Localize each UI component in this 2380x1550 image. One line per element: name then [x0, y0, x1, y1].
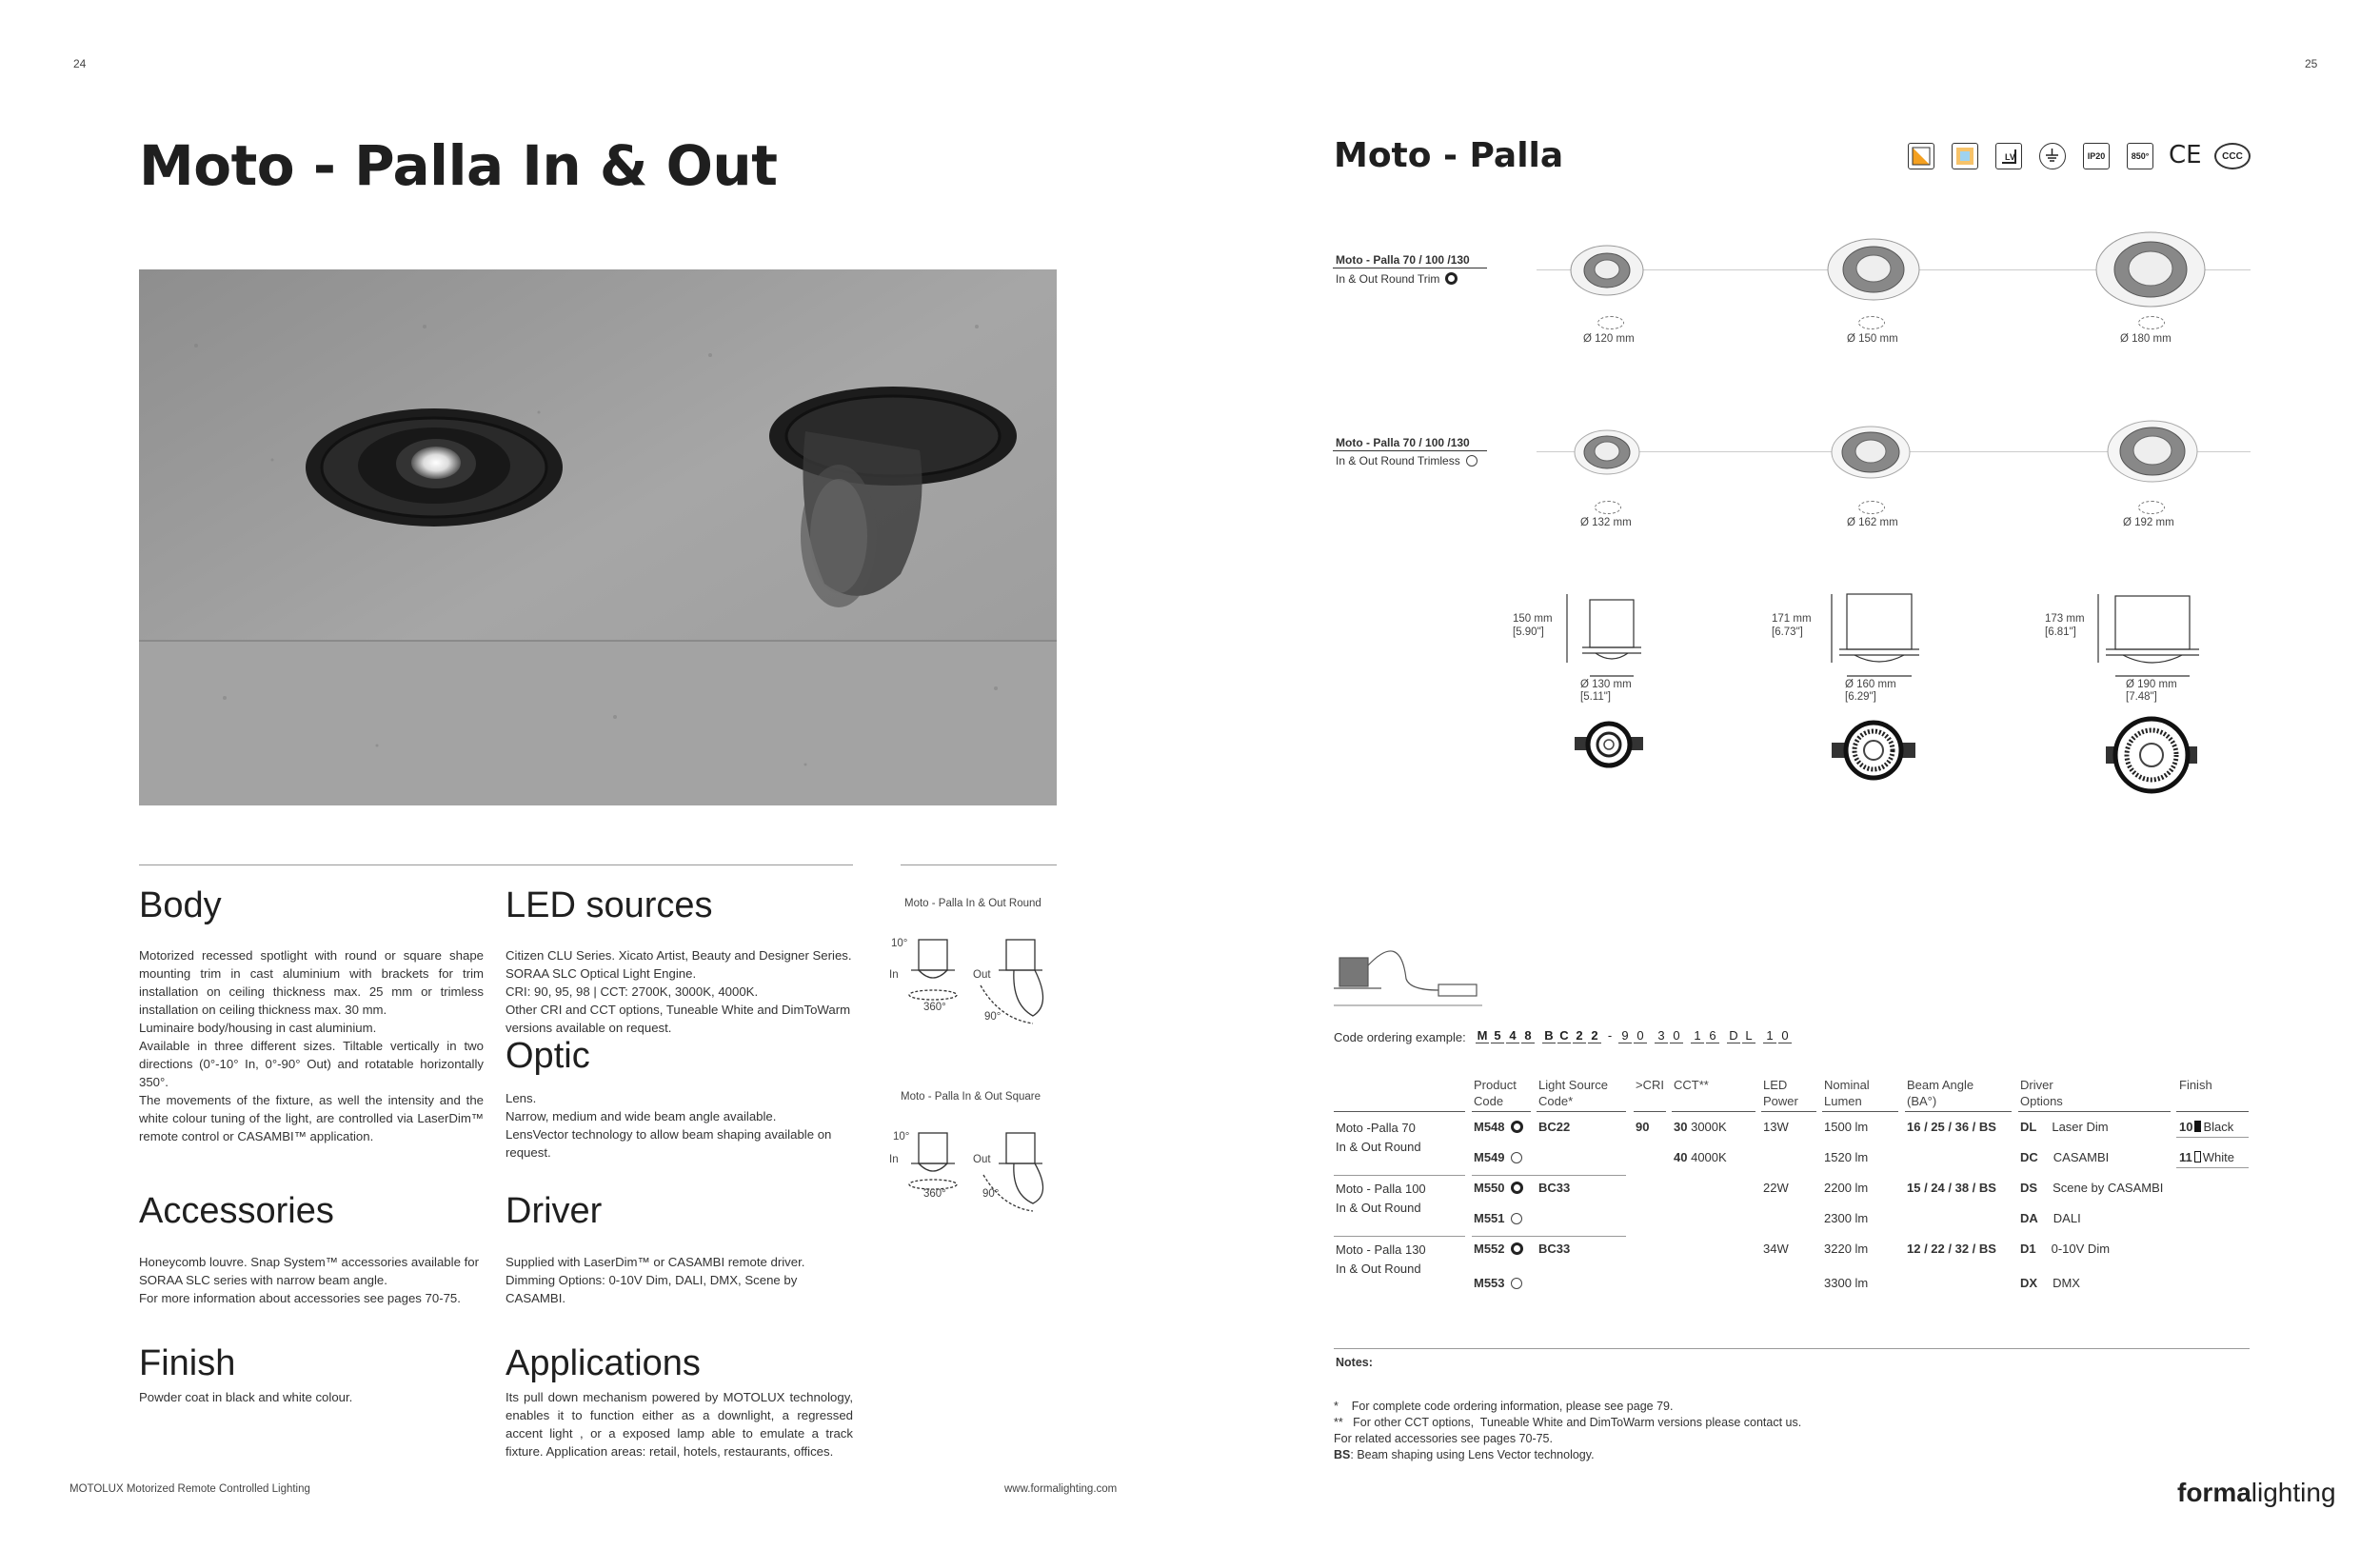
dim-drawing-70 [1561, 588, 1656, 684]
driver-line: Dimming Options: 0-10V Dim, DALI, DMX, Scene by CASAMBI. [506, 1273, 798, 1305]
dim-70-height-mm: 150 mm [1513, 613, 1553, 625]
table-header-rule [1334, 1111, 1465, 1112]
dim-100-height-mm: 171 mm [1772, 613, 1812, 625]
driver-line: Supplied with LaserDim™ or CASAMBI remote driver. [506, 1255, 805, 1269]
group-rule [1334, 1175, 1465, 1176]
filled-circle-icon [1511, 1121, 1523, 1133]
th-product-code-l1: Product [1474, 1078, 1517, 1092]
bottom-view-100 [1828, 720, 1919, 781]
accessories-text [139, 1253, 486, 1307]
square-deg-90: 90° [982, 1188, 1000, 1200]
body-line: Available in three different sizes. Tiltable vertically in two directions (0°-10° In, 0°-90° Out) and rotatable horizontally 350°. [139, 1039, 484, 1089]
notes-body [1334, 1382, 1801, 1480]
footer-series: MOTOLUX Motorized Remote Controlled Lighting [69, 1483, 310, 1495]
notes-divider [1334, 1348, 2250, 1349]
ccc-mark-icon: CCC [2214, 143, 2251, 169]
beam-70: 16 / 25 / 36 / BS [1907, 1120, 1996, 1134]
round-deg-360: 360° [923, 1002, 946, 1013]
th-cri: >CRI [1636, 1078, 1664, 1092]
code-char: 2 [1573, 1028, 1586, 1043]
ce-mark-icon: CE [2169, 141, 2202, 169]
driver-dx [2020, 1276, 2080, 1290]
finish-black-label: Black [2203, 1120, 2234, 1134]
power-34w: 34W [1763, 1242, 1789, 1256]
driver-dc [2020, 1150, 2109, 1164]
optic-line: Narrow, medium and wide beam angle available. [506, 1109, 777, 1123]
trimless-100-drawing [1830, 425, 1912, 480]
group-130-name-l2: In & Out Round [1336, 1262, 1421, 1276]
code-char: 5 [1491, 1028, 1504, 1043]
power-13w: 13W [1763, 1120, 1789, 1134]
note-2: ** For other CCT options, Tuneable White and DimToWarm versions please contact us. [1334, 1416, 1802, 1429]
body-line: The movements of the fixture, as well the intensity and the white colour tuning of the light, are controlled via LaserDim™ remote control or CASAMBI™ application. [139, 1093, 484, 1143]
driver-d1-code: D1 [2020, 1242, 2036, 1256]
th-light-source-l2: Code* [1538, 1094, 1574, 1108]
code-char: 6 [1706, 1028, 1719, 1043]
code-m550: M550 [1474, 1181, 1505, 1195]
finish-white [2179, 1150, 2234, 1164]
dim-130-diameter [2126, 679, 2177, 704]
code-m548: M548 [1474, 1120, 1505, 1134]
diagram-square [890, 1122, 1061, 1226]
square-label-out: Out [973, 1154, 991, 1165]
trimless-130-diameter: Ø 192 mm [2123, 517, 2174, 528]
product-photo [139, 269, 1057, 805]
diagram-round [890, 928, 1061, 1033]
driver-ds-label: Scene by CASAMBI [2053, 1181, 2164, 1195]
finish-white-code: 11 [2179, 1150, 2192, 1164]
trim-100-drawing [1826, 236, 1921, 303]
divider-left [139, 864, 853, 865]
table-header-rule [2176, 1111, 2249, 1112]
empty-circle-icon [1511, 1278, 1522, 1289]
lumen-1520: 1520 lm [1824, 1150, 1869, 1164]
lumen-1500: 1500 lm [1824, 1120, 1869, 1134]
lumen-3300: 3300 lm [1824, 1276, 1869, 1290]
body-line: Luminaire body/housing in cast aluminium. [139, 1021, 377, 1035]
th-driver-l1: Driver [2020, 1078, 2053, 1092]
code-char: 1 [1763, 1028, 1776, 1043]
note-4-text: : Beam shaping using Lens Vector technology. [1350, 1448, 1595, 1461]
row1-model: Moto - Palla 70 / 100 /130 [1336, 253, 1470, 267]
colour-icon [1952, 143, 1978, 169]
trimless-70-hole-icon [1595, 501, 1621, 514]
src-bc22: BC22 [1538, 1120, 1571, 1134]
th-light-source [1538, 1077, 1608, 1109]
optic-line: Lens. [506, 1091, 537, 1105]
group-100-name [1336, 1180, 1426, 1218]
table-row [1474, 1120, 1523, 1134]
empty-circle-icon [1511, 1213, 1522, 1224]
left-page-title: Moto - Palla In & Out [139, 133, 778, 198]
trim-130-drawing [2094, 230, 2207, 308]
optic-heading: Optic [506, 1036, 590, 1076]
th-finish: Finish [2179, 1078, 2212, 1092]
table-row [1474, 1276, 1522, 1290]
table-row [1474, 1150, 1522, 1164]
th-lumen [1824, 1077, 1870, 1109]
code-char: 9 [1618, 1028, 1632, 1043]
finish-white-label: White [2202, 1150, 2234, 1164]
finish-black [2179, 1120, 2233, 1134]
trimless-100-diameter: Ø 162 mm [1847, 517, 1898, 528]
dim-100-height-in: [6.73"] [1772, 626, 1803, 638]
group-100-name-l2: In & Out Round [1336, 1201, 1421, 1215]
trim-100-hole-icon [1858, 316, 1885, 329]
svg-text:LV: LV [2005, 152, 2015, 162]
table-header-rule [1905, 1111, 2012, 1112]
round-label-out: Out [973, 969, 991, 981]
group-70-name-l1: Moto -Palla 70 [1336, 1121, 1416, 1135]
th-driver-l2: Options [2020, 1094, 2063, 1108]
code-m549: M549 [1474, 1150, 1505, 1164]
cct-4000-code: 40 [1674, 1150, 1688, 1164]
finish-rule [2176, 1137, 2249, 1138]
lumen-2200: 2200 lm [1824, 1181, 1869, 1195]
code-char: M [1477, 1028, 1488, 1043]
table-row [1474, 1242, 1523, 1256]
code-example [1476, 1028, 1794, 1043]
code-char: C [1557, 1028, 1571, 1043]
code-char: 0 [1634, 1028, 1647, 1043]
trimless-130-drawing [2106, 419, 2199, 484]
dim-drawing-130 [2092, 588, 2211, 684]
table-header-rule [1761, 1111, 1816, 1112]
empty-circle-icon [1511, 1152, 1522, 1163]
th-beam [1907, 1077, 1973, 1109]
trim-130-diameter: Ø 180 mm [2120, 333, 2172, 345]
lumen-3220: 3220 lm [1824, 1242, 1869, 1256]
th-product-code [1474, 1077, 1517, 1109]
led-line: Citizen CLU Series. Xicato Artist, Beauty and Designer Series. [506, 948, 852, 963]
filled-circle-icon [1445, 272, 1458, 285]
footer-url: www.formalighting.com [1004, 1483, 1118, 1495]
driver-dx-label: DMX [2053, 1276, 2080, 1290]
led-line: SORAA SLC Optical Light Engine. [506, 966, 697, 981]
group-130-name [1336, 1241, 1426, 1279]
right-page-number: 25 [2305, 57, 2318, 70]
logo-light: lighting [2251, 1478, 2336, 1507]
table-header-rule [1537, 1111, 1626, 1112]
th-led-power-l1: LED [1763, 1078, 1788, 1092]
logo-bold: forma [2177, 1478, 2251, 1507]
group-rule [1334, 1236, 1465, 1237]
dim-100-height [1772, 612, 1812, 639]
filled-circle-icon [1511, 1182, 1523, 1194]
dim-70-diameter-in: [5.11"] [1580, 691, 1612, 703]
filled-circle-icon [1511, 1242, 1523, 1255]
empty-circle-icon [1466, 455, 1478, 467]
round-deg-90: 90° [984, 1011, 1002, 1023]
code-m551: M551 [1474, 1211, 1505, 1225]
row1-label [1336, 272, 1458, 286]
group-100-name-l1: Moto - Palla 100 [1336, 1182, 1426, 1196]
driver-dl-code: DL [2020, 1120, 2037, 1134]
cct-3000-code: 30 [1674, 1120, 1688, 1134]
dim-70-height-in: [5.90"] [1513, 626, 1544, 638]
cct-4000 [1674, 1150, 1727, 1164]
code-char: 0 [1670, 1028, 1683, 1043]
led-line: Other CRI and CCT options, Tuneable White and DimToWarm versions available on request. [506, 1003, 851, 1035]
ip20-icon: IP20 [2083, 143, 2110, 169]
row2-underline [1333, 450, 1487, 451]
table-header-rule [2018, 1111, 2171, 1112]
round-deg-10: 10° [891, 938, 908, 949]
th-beam-l2: (BA°) [1907, 1094, 1937, 1108]
driver-dl [2020, 1120, 2109, 1134]
round-label-in: In [889, 969, 899, 981]
trimless-70-drawing [1573, 428, 1641, 476]
led-heading: LED sources [506, 885, 713, 925]
square-deg-10: 10° [893, 1131, 910, 1143]
notes-title: Notes: [1336, 1356, 1373, 1369]
beam-130: 12 / 22 / 32 / BS [1907, 1242, 1996, 1256]
formalighting-logo [2177, 1478, 2336, 1508]
row2-label [1336, 454, 1478, 467]
code-char: D [1727, 1028, 1740, 1043]
driver-dc-label: CASAMBI [2053, 1150, 2110, 1164]
th-cct: CCT** [1674, 1078, 1709, 1092]
dim-100-diameter-mm: Ø 160 mm [1845, 679, 1896, 690]
dim-70-height [1513, 612, 1553, 639]
dim-drawing-100 [1826, 588, 1933, 684]
driver-dl-label: Laser Dim [2052, 1120, 2109, 1134]
group-rule [1472, 1175, 1626, 1176]
lumen-2300: 2300 lm [1824, 1211, 1869, 1225]
driver-da [2020, 1211, 2081, 1225]
light-temp-icon [1908, 143, 1934, 169]
th-led-power-l2: Power [1763, 1094, 1798, 1108]
optic-line: LensVector technology to allow beam shaping available on request. [506, 1127, 832, 1160]
finish-heading: Finish [139, 1343, 236, 1383]
power-22w: 22W [1763, 1181, 1789, 1195]
th-beam-l1: Beam Angle [1907, 1078, 1974, 1092]
table-row [1474, 1181, 1523, 1195]
driver-drawing [1334, 941, 1482, 1007]
th-light-source-l1: Light Source [1538, 1078, 1608, 1092]
code-char: 3 [1655, 1028, 1668, 1043]
beam-100: 15 / 24 / 38 / BS [1907, 1181, 1996, 1195]
optic-text [506, 1089, 853, 1162]
table-row [1474, 1211, 1522, 1225]
dim-100-diameter [1845, 679, 1896, 704]
body-heading: Body [139, 885, 222, 925]
group-70-name [1336, 1119, 1421, 1157]
th-driver [2020, 1077, 2063, 1109]
body-text [139, 946, 484, 1145]
applications-text: Its pull down mechanism powered by MOTOLUX technology, enables it to function either as a downlight, a regressed accent light , or a exposed lamp able to emulate a track fixture. Application areas: retail, hotels, restaurants, offices. [506, 1390, 853, 1459]
driver-dx-code: DX [2020, 1276, 2038, 1290]
cct-3000-value: 3000K [1691, 1120, 1727, 1134]
driver-d1 [2020, 1242, 2110, 1256]
black-swatch-icon [2194, 1121, 2201, 1132]
driver-ds [2020, 1181, 2163, 1195]
code-char: - [1607, 1028, 1613, 1043]
glow-wire-icon: 850° [2127, 143, 2153, 169]
th-product-code-l2: Code [1474, 1094, 1504, 1108]
src-bc33-100: BC33 [1538, 1181, 1571, 1195]
dim-130-height-in: [6.81"] [2045, 626, 2076, 638]
code-char: 4 [1506, 1028, 1519, 1043]
table-header-rule [1472, 1111, 1531, 1112]
cct-4000-value: 4000K [1691, 1150, 1727, 1164]
code-example-label: Code ordering example: [1334, 1030, 1466, 1044]
driver-da-label: DALI [2053, 1211, 2081, 1225]
finish-text: Powder coat in black and white colour. [139, 1390, 353, 1404]
right-page-title: Moto - Palla [1334, 136, 1564, 175]
accessories-line: Honeycomb louvre. Snap System™ accessories available for SORAA SLC series with narrow beam angle. [139, 1255, 479, 1287]
code-char: 2 [1588, 1028, 1601, 1043]
earth-icon [2039, 143, 2066, 169]
cct-3000 [1674, 1120, 1727, 1134]
dim-130-diameter-in: [7.48"] [2126, 691, 2157, 703]
dim-130-height-mm: 173 mm [2045, 613, 2085, 625]
row2-model: Moto - Palla 70 / 100 /130 [1336, 436, 1470, 449]
accessories-line: For more information about accessories see pages 70-75. [139, 1291, 461, 1305]
driver-dc-code: DC [2020, 1150, 2038, 1164]
group-130-name-l1: Moto - Palla 130 [1336, 1242, 1426, 1257]
table-header-rule [1822, 1111, 1898, 1112]
led-line: CRI: 90, 95, 98 | CCT: 2700K, 3000K, 4000K. [506, 984, 759, 999]
left-page-number: 24 [73, 57, 87, 70]
trim-130-hole-icon [2138, 316, 2165, 329]
trim-70-hole-icon [1597, 316, 1624, 329]
code-char: 0 [1778, 1028, 1792, 1043]
divider-diagrams [901, 864, 1057, 865]
cri-90: 90 [1636, 1120, 1650, 1134]
trim-70-diameter: Ø 120 mm [1583, 333, 1635, 345]
group-rule [1472, 1236, 1626, 1237]
table-header-rule [1672, 1111, 1755, 1112]
trimless-70-diameter: Ø 132 mm [1580, 517, 1632, 528]
note-4 [1334, 1447, 1801, 1463]
code-char: 1 [1691, 1028, 1704, 1043]
finish-black-code: 10 [2179, 1120, 2193, 1134]
dim-70-diameter-mm: Ø 130 mm [1580, 679, 1632, 690]
dim-130-height [2045, 612, 2085, 639]
accessories-heading: Accessories [139, 1191, 334, 1231]
driver-da-code: DA [2020, 1211, 2038, 1225]
note-1: * For complete code ordering information, please see page 79. [1334, 1400, 1674, 1413]
driver-text [506, 1253, 853, 1307]
finish-rule [2176, 1167, 2249, 1168]
diagram-square-title: Moto - Palla In & Out Square [901, 1091, 1041, 1103]
bottom-view-130 [2102, 714, 2201, 796]
dim-70-diameter [1580, 679, 1632, 704]
code-m553: M553 [1474, 1276, 1505, 1290]
th-lumen-l1: Nominal [1824, 1078, 1870, 1092]
driver-icon [1995, 143, 2022, 169]
trim-70-drawing [1569, 242, 1645, 299]
trimless-130-hole-icon [2138, 501, 2165, 514]
th-lumen-l2: Lumen [1824, 1094, 1862, 1108]
applications-heading: Applications [506, 1343, 701, 1383]
code-m552: M552 [1474, 1242, 1505, 1256]
dim-130-diameter-mm: Ø 190 mm [2126, 679, 2177, 690]
driver-d1-label: 0-10V Dim [2051, 1242, 2111, 1256]
trim-100-diameter: Ø 150 mm [1847, 333, 1898, 345]
src-bc33-130: BC33 [1538, 1242, 1571, 1256]
trimless-100-hole-icon [1858, 501, 1885, 514]
led-text [506, 946, 853, 1037]
diagram-round-title: Moto - Palla In & Out Round [904, 898, 1041, 909]
row1-label-text: In & Out Round Trim [1336, 272, 1440, 286]
bottom-view-70 [1571, 720, 1647, 769]
note-4-bold: BS [1334, 1448, 1351, 1461]
table-header-rule [1634, 1111, 1666, 1112]
body-line: Motorized recessed spotlight with round or square shape mounting trim in cast aluminium with brackets for trim installation on ceiling thickness max. 25 mm or trimless installation on ceiling thickness max. 30 mm. [139, 948, 484, 1017]
code-char: 8 [1521, 1028, 1535, 1043]
row2-label-text: In & Out Round Trimless [1336, 454, 1460, 467]
th-led-power [1763, 1077, 1798, 1109]
white-swatch-icon [2194, 1151, 2201, 1162]
dim-100-diameter-in: [6.29"] [1845, 691, 1876, 703]
note-3: For related accessories see pages 70-75. [1334, 1432, 1553, 1445]
code-char: B [1542, 1028, 1556, 1043]
group-70-name-l2: In & Out Round [1336, 1140, 1421, 1154]
code-char: L [1742, 1028, 1755, 1043]
square-label-in: In [889, 1154, 899, 1165]
driver-ds-code: DS [2020, 1181, 2038, 1195]
square-deg-360: 360° [923, 1188, 946, 1200]
driver-heading: Driver [506, 1191, 603, 1231]
